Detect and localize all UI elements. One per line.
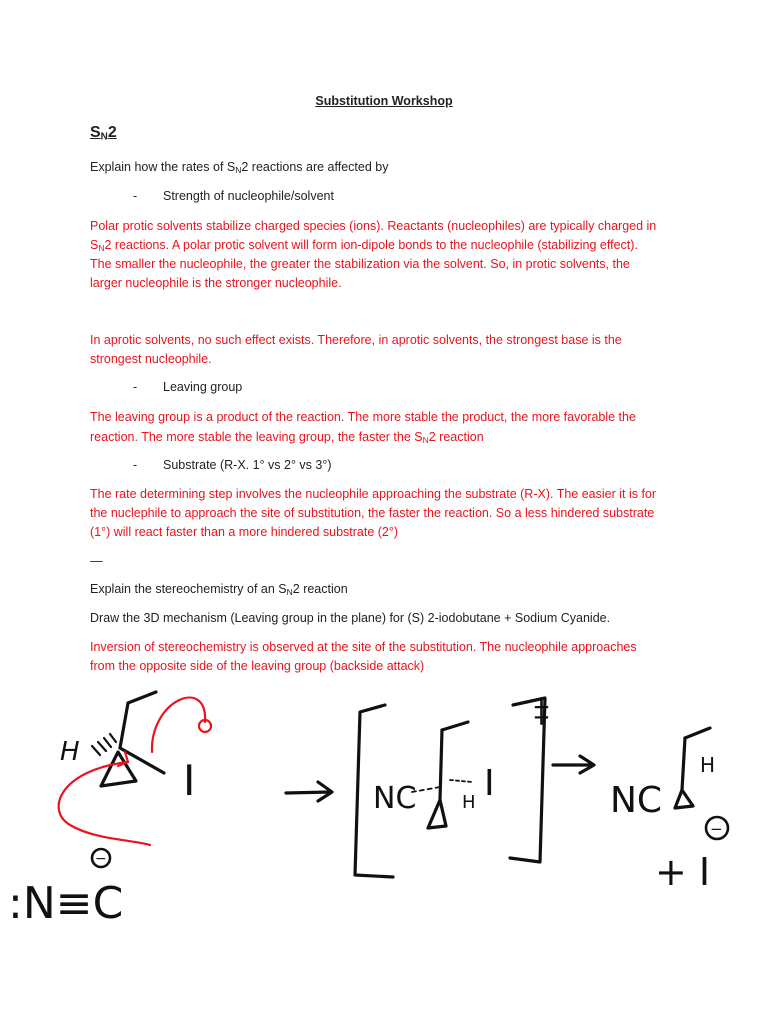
iodide-charge: − [710,820,723,838]
reaction-arrow-1 [286,792,330,793]
answer-protic-line3: The smaller the nucleophile, the greater the stabilization via the solvent. So, in protic solvents, the [90,257,630,271]
product-h-label: H [700,753,716,777]
ts-nc-label: NC [373,781,417,816]
answer-protic-line1: Polar protic solvents stabilize charged species (ions). Reactants (nucleophiles) are typically charged in [90,219,657,233]
iodide-product [655,817,728,894]
transition-state [355,695,549,877]
product-nc-label: NC [610,780,663,821]
product-structure [610,728,715,821]
answer-leaving-line2: reaction. The more stable the leaving group, the faster the SN2 reaction [90,430,484,445]
answer-inversion-line1: Inversion of stereochemistry is observed at the site of the substitution. The nucleophile approaches [90,640,637,654]
question-draw-mechanism: Draw the 3D mechanism (Leaving group in the plane) for (S) 2-iodobutane + Sodium Cyanide. [90,611,611,625]
iodide-label: + I [655,850,711,894]
answer-inversion-line2: from the opposite side of the leaving group (backside attack) [90,659,425,673]
question-rates: Explain how the rates of SN2 reactions are affected by [90,160,389,175]
reactant-hash-bond [92,734,116,755]
cyanide-charge: − [95,851,107,867]
bullet-leaving-group: - Leaving group [133,380,243,394]
curved-arrow-attack [59,762,150,845]
ts-iodine-label: I [484,763,495,804]
ts-double-dagger: ‡ [534,695,549,730]
curved-arrow-leaving [152,698,205,752]
ts-bond-down [440,730,442,800]
question-stereochemistry: Explain the stereochemistry of an SN2 reaction [90,582,348,597]
cyanide-label: :N≡C [8,878,124,929]
ts-partial-bond-i [450,780,472,782]
ts-wedge [428,800,446,828]
answer-aprotic-line1: In aprotic solvents, no such effect exists. Therefore, in aprotic solvents, the strongest base is the [90,333,622,347]
sn2-heading: $S_N2$ [90,124,117,143]
answer-leaving-line1: The leaving group is a product of the reaction. The more stable the product, the more favorable the [90,410,636,424]
answer-substrate-line3: (1°) will react faster than a more hindered substrate (2°) [90,525,399,539]
answer-substrate-line1: The rate determining step involves the nucleophile approaching the substrate (R-X). The easier it is for [90,487,657,501]
nucleophile-cyanide [8,849,123,929]
reactant-h-label: H [60,737,80,767]
product-wedge [675,790,693,808]
page-title: Substitution Workshop [315,94,453,108]
reactant-structure [60,692,195,805]
reactant-bond-down [120,703,128,748]
ts-h-label: H [462,792,476,813]
product-bond-top [685,728,710,738]
product-bond-down [682,738,685,790]
answer-protic-line2: SN2 reactions. A polar protic solvent will form ion-dipole bonds to the nucleophile (stabilizing effect). [90,238,638,253]
reactant-iodine-label: I [183,756,196,805]
reactant-bond-top [128,692,156,703]
answer-aprotic-line2: strongest nucleophile. [90,352,212,366]
bullet-nucleophile-solvent: - Strength of nucleophile/solvent [133,189,334,203]
separator-dash: — [90,554,103,568]
bullet-substrate: - Substrate (R-X. 1° vs 2° vs 3°) [133,458,332,472]
reactant-wedge [101,752,136,786]
answer-protic-line4: larger nucleophile is the stronger nucleophile. [90,276,342,290]
answer-substrate-line2: the nuclephile to approach the site of substitution, the faster the reaction. So a less hindered substrate [90,506,655,520]
ts-bond-top [442,722,468,730]
